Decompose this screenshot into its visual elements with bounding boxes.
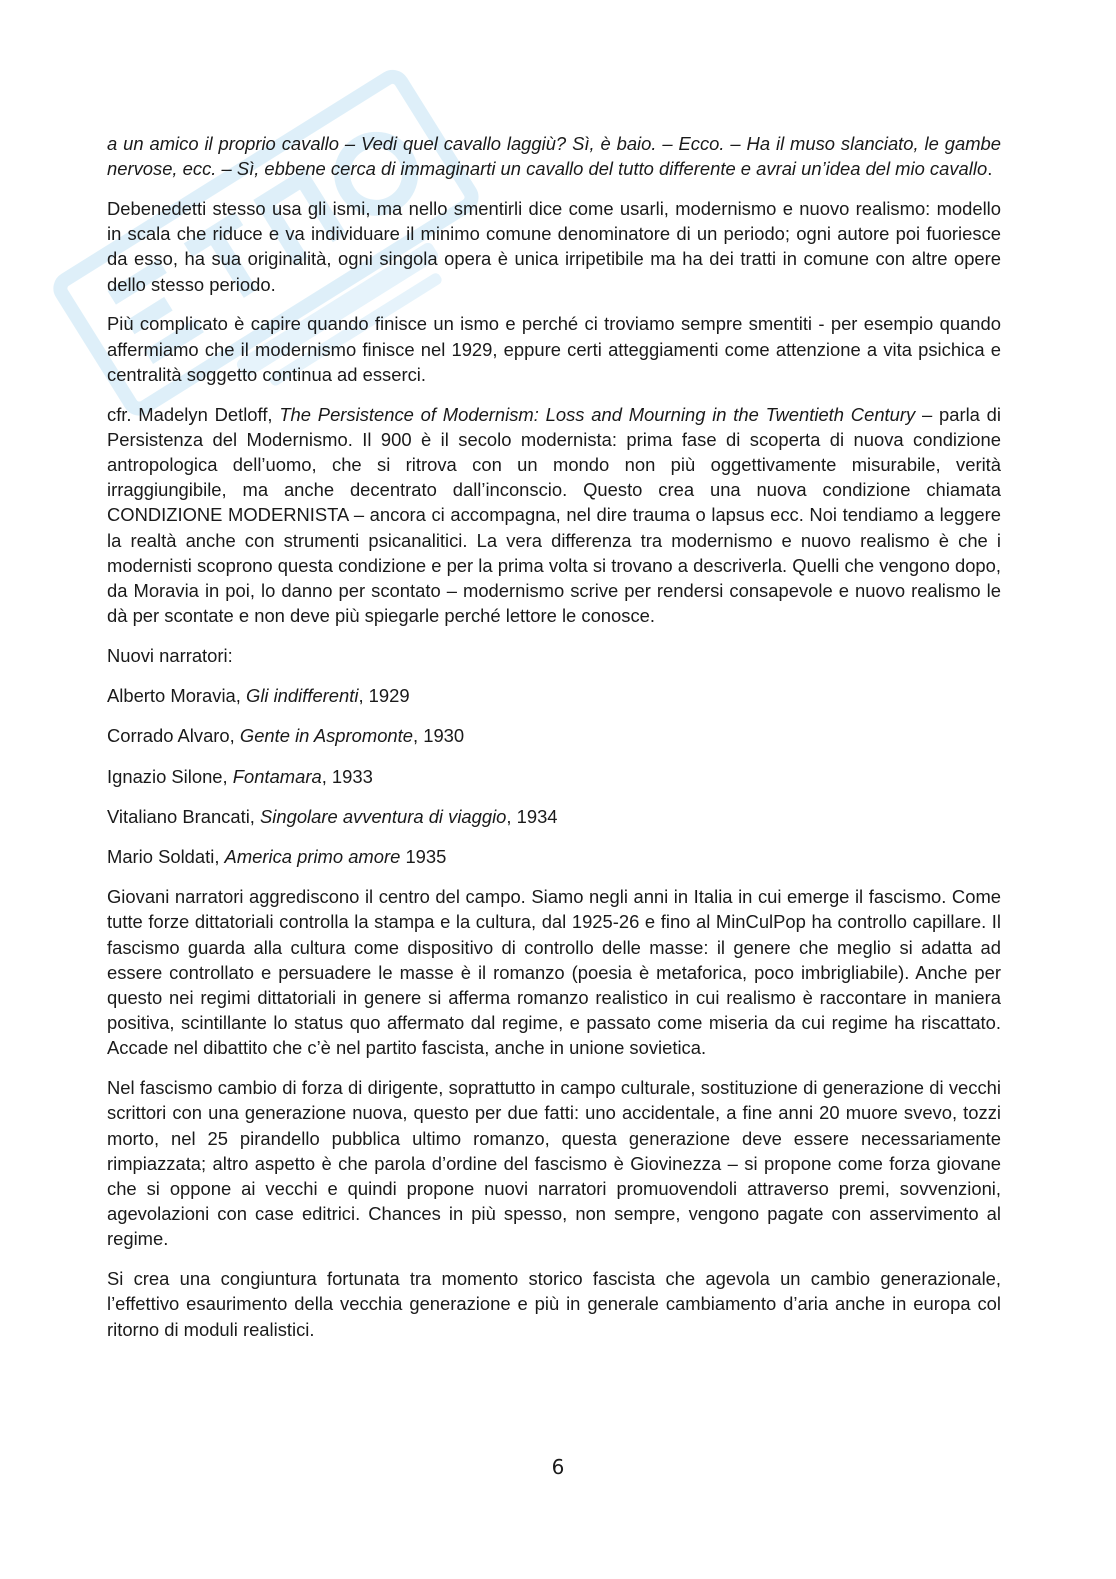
list-line — [107, 764, 1001, 789]
list-line — [107, 683, 1001, 708]
text-run: Si crea una congiuntura fortunata tra momento storico fascista che agevola un cambio generazionale, l’effettivo esaurimento della vecchia generazione e più in generale cambiamento d’aria anche in europa col ritorno di moduli realistici. — [107, 1268, 1001, 1340]
text-run: , 1930 — [413, 725, 465, 747]
text-run: Giovani narratori aggrediscono il centro del campo. Siamo negli anni in Italia in cui emerge il fascismo. Come tutte forze dittatoriali controlla la stampa e la cultura, dal 1925-26 e fino al MinCulPop ha controllo capillare. Il fascismo guarda alla cultura come dispositivo di controllo delle masse: il genere che meglio si adatta ad essere controllato e persuadere le masse è il romanzo (poesia è metaforica, poco imbrigliabile). Anche per questo nei regimi dittatoriali in genere si afferma romanzo realistico in cui realismo è raccontare in maniera positiva, scintillante lo status quo affermato dal regime, e passato come miseria da cui regime ha riscattato. Accade nel dibattito che c’è nel partito fascista, anche in unione sovietica. — [107, 886, 1001, 1059]
page-body — [107, 131, 1001, 1356]
text-run: . — [987, 158, 993, 180]
paragraph — [107, 131, 1001, 181]
italic-text: a un amico il proprio cavallo – Vedi quel cavallo laggiù? Sì, è baio. – Ecco. – Ha il muso slanciato, le gambe nervose, ecc. – Sì, ebbene cerca di immaginarti un cavallo del tutto differente e avrai un’idea del mio cavallo — [107, 133, 1001, 180]
text-run: 1935 — [400, 846, 447, 868]
list-line — [107, 844, 1001, 869]
italic-text: Singolare avventura di viaggio — [260, 805, 507, 827]
page-number: 6 — [551, 1455, 565, 1479]
text-run: , 1933 — [321, 765, 373, 787]
list-line — [107, 723, 1001, 748]
text-run: , 1934 — [506, 805, 558, 827]
italic-text: America primo amore — [224, 846, 401, 868]
text-run: Nel fascismo cambio di forza di dirigente, soprattutto in campo culturale, sostituzione di generazione di vecchi scrittori con una generazione nuova, questo per due fatti: uno accidentale, a fine anni 20 muore svevo, tozzi morto, nel 25 pirandello pubblica ultimo romanzo, questa generazione deve essere necessariamente rimpiazzata; altro aspetto è che parola d’ordine del fascismo è Giovinezza – si propone come forza giovane che si oppone ai vecchi e quindi propone nuovi narratori promuovendoli attraverso premi, sovvenzioni, agevolazioni con case editrici. Chances in più spesso, non sempre, vengono pagate con asservimento al regime. — [107, 1077, 1001, 1250]
text-run: cfr. Madelyn Detloff, — [107, 403, 280, 425]
italic-text: The Persistence of Modernism: Loss and Mourning in the Twentieth Century — [279, 403, 916, 425]
text-run: , 1929 — [358, 685, 410, 707]
italic-text: Gente in Aspromonte — [239, 725, 413, 747]
text-run: Corrado Alvaro, — [107, 725, 240, 747]
italic-text: Fontamara — [232, 765, 322, 787]
text-run: Mario Soldati, — [107, 846, 225, 868]
italic-text: Gli indifferenti — [246, 685, 359, 707]
text-run: Alberto Moravia, — [107, 685, 247, 707]
paragraph — [107, 1075, 1001, 1251]
text-run: Vitaliano Brancati, — [107, 805, 261, 827]
paragraph — [107, 196, 1001, 297]
paragraph — [107, 1266, 1001, 1342]
text-run: Ignazio Silone, — [107, 765, 233, 787]
list-line — [107, 643, 1001, 668]
paragraph — [107, 402, 1001, 629]
paragraph — [107, 311, 1001, 387]
text-run: Più complicato è capire quando finisce un ismo e perché ci troviamo sempre smentiti - per esempio quando affermiamo che il modernismo finisce nel 1929, eppure certi atteggiamenti come attenzione a vita psichica e centralità soggetto continua ad esserci. — [107, 313, 1001, 385]
text-run: Nuovi narratori: — [107, 645, 233, 667]
paragraph — [107, 884, 1001, 1060]
list-line — [107, 804, 1001, 829]
text-run: Debenedetti stesso usa gli ismi, ma nello smentirli dice come usarli, modernismo e nuovo realismo: modello in scala che riduce e va individuare il minimo comune denominatore di un periodo; ogni autore poi fuoriesce da esso, ha sua originalità, ogni singola opera è unica irripetibile ma ha dei tratti in comune con altre opere dello stesso periodo. — [107, 198, 1001, 295]
text-run: – parla di Persistenza del Modernismo. Il 900 è il secolo modernista: prima fase di scoperta di nuova condizione antropologica dell’uomo, che si ritrova con un mondo non più oggettivamente misurabile, verità irraggiungibile, ma anche decentrato dall’inconscio. Questo crea una nuova condizione chiamata CONDIZIONE MODERNISTA – ancora ci accompagna, nel dire trauma o lapsus ecc. Noi tendiamo a leggere la realtà anche con strumenti psicanalitici. La vera differenza tra modernismo e nuovo realismo è che i modernisti scoprono questa condizione e per la prima volta si trovano a descriverla. Quelli che vengono dopo, da Moravia in poi, lo danno per scontato – modernismo scrive per rendersi consapevole e nuovo realismo le dà per scontate e non deve più spiegarle perché lettore le conosce. — [107, 403, 1001, 627]
